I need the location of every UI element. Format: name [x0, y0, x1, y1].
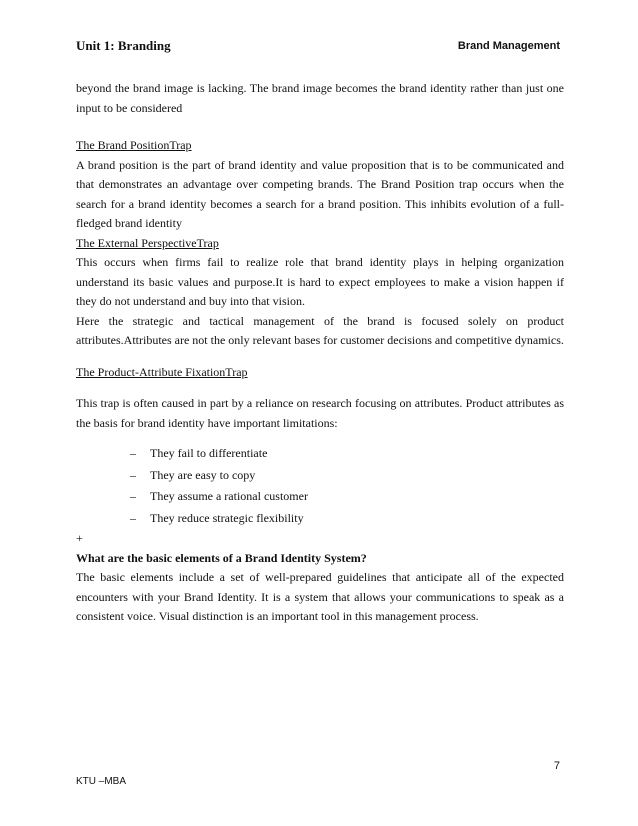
- product-attribute-trap-heading: The Product-Attribute FixationTrap: [76, 364, 248, 379]
- document-body: [76, 79, 564, 627]
- dash-bullet: –: [130, 446, 136, 460]
- product-attribute-trap-paragraph: This trap is often caused in part by a reliance on research focusing on attributes. Product attributes as the basis for brand identity have important limitations:: [76, 396, 564, 430]
- list-item: – They are easy to copy: [130, 465, 564, 487]
- footer-text: KTU –MBA: [76, 776, 127, 787]
- plus-symbol: +: [76, 531, 83, 545]
- brand-position-trap-heading: The Brand PositionTrap: [76, 138, 192, 152]
- dash-bullet: –: [130, 467, 136, 482]
- brand-position-trap-paragraph: A brand position is the part of brand identity and value proposition that is to be communicated and that demonstrates an advantage over competing brands. The Brand Position trap occurs when the search for a brand identity becomes a search for a brand position. This inhibits evolution of a full-fledged brand identity: [76, 157, 564, 230]
- external-perspective-trap-paragraph: This occurs when firms fail to realize role that brand identity plays in helping organization understand its basic values and purpose.It is hard to expect employees to make a vision happen if they do not understand and buy into that vision.: [76, 255, 564, 308]
- external-perspective-trap-heading: The External PerspectiveTrap: [76, 235, 219, 250]
- brand-identity-system-heading: What are the basic elements of a Brand Identity System?: [76, 550, 367, 565]
- page-number: 7: [553, 760, 560, 772]
- dash-bullet: –: [130, 489, 136, 503]
- list-item: – They reduce strategic flexibility: [130, 508, 564, 530]
- list-item: – They fail to differentiate: [130, 443, 564, 465]
- dash-bullet: –: [130, 510, 136, 525]
- intro-paragraph: beyond the brand image is lacking. The brand image becomes the brand identity rather than just one input to be considered: [76, 81, 564, 115]
- strategic-management-paragraph: Here the strategic and tactical management of the brand is focused solely on product attributes.Attributes are not the only relevant bases for customer decisions and competitive dynamics.: [76, 313, 564, 347]
- list-item: – They assume a rational customer: [130, 486, 564, 508]
- header-unit-title: Unit 1: Branding: [76, 38, 171, 53]
- brand-identity-system-paragraph: The basic elements include a set of well-prepared guidelines that anticipate all of the expected encounters with your Brand Identity. It is a system that allows your communications to speak as a consistent voice. Visual distinction is an important tool in this management process.: [76, 570, 564, 623]
- limitations-list: [76, 443, 564, 529]
- header-subject-title: Brand Management: [457, 40, 560, 52]
